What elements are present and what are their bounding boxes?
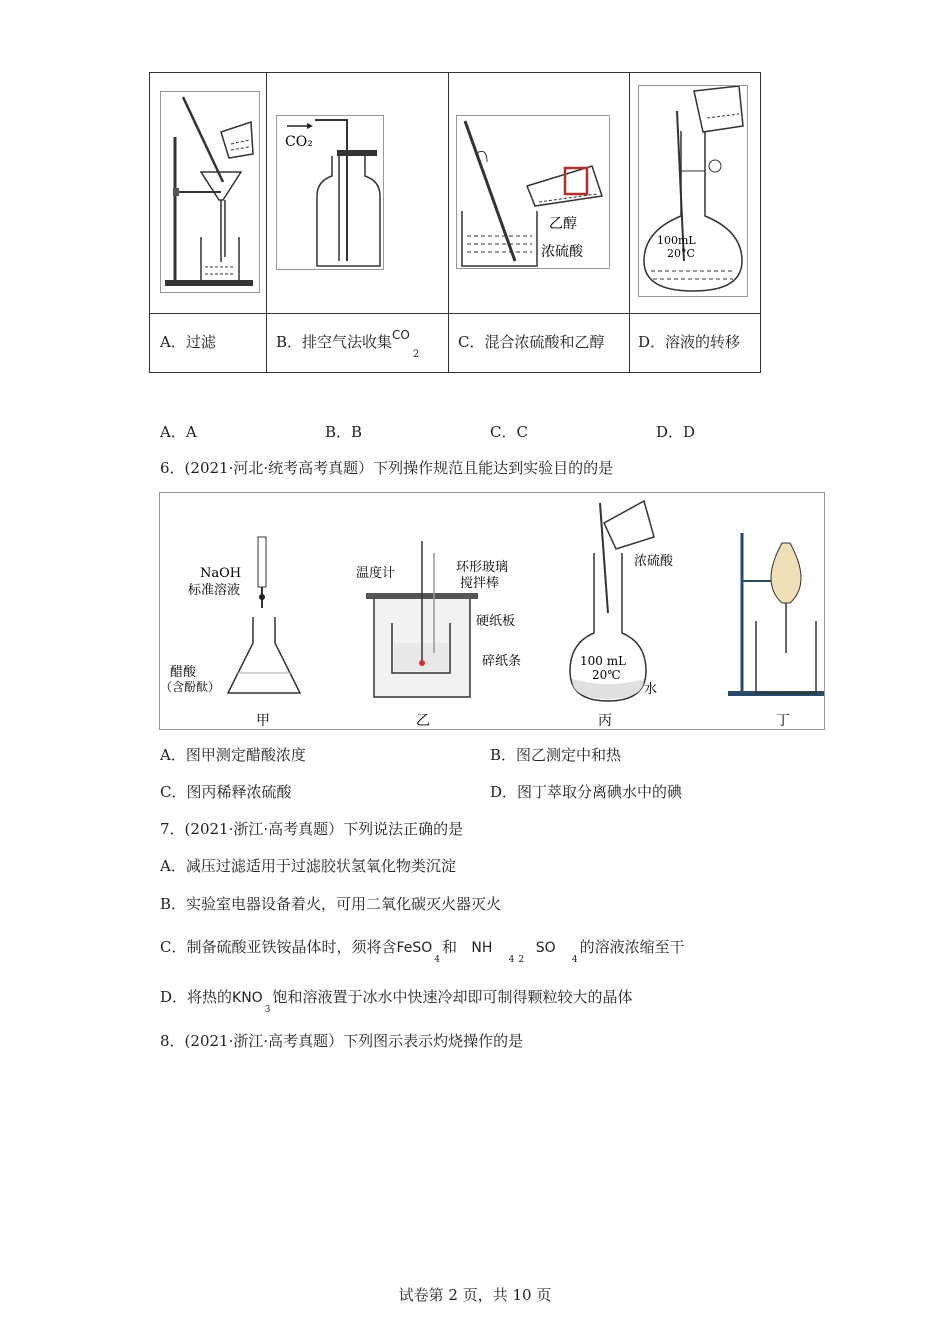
flask-20c-label: 20℃: [592, 668, 621, 682]
kno3-sub: 3: [264, 1005, 271, 1015]
flask-volume-label: 100mL: [657, 234, 696, 247]
q8-stem: 8．(2021·浙江·高考真题）下列图示表示灼烧操作的是: [160, 1032, 524, 1050]
q6-option-b[interactable]: B．图乙测定中和热: [490, 746, 622, 764]
q5-option-b[interactable]: B．B: [325, 423, 363, 441]
q5-option-d[interactable]: D．D: [656, 423, 696, 441]
thermometer-label: 温度计: [356, 566, 396, 581]
kno3-formula: KNO: [232, 990, 263, 1006]
stirrer-label-2: 搅拌棒: [460, 576, 500, 591]
table-divider: [448, 73, 449, 372]
q7-option-a[interactable]: A．减压过滤适用于过滤胶状氢氧化物类沉淀: [160, 857, 456, 875]
nh4-formula: NH: [471, 940, 493, 956]
q6-option-a[interactable]: A．图甲测定醋酸浓度: [160, 746, 306, 764]
acetic-acid-label: 醋酸: [170, 665, 197, 680]
caption-bing: 丙: [598, 713, 612, 729]
transfer-figure: [638, 85, 748, 297]
cardboard-label: 硬纸板: [476, 614, 516, 629]
co2-label: CO₂: [285, 134, 313, 150]
gas-collection-figure: [276, 115, 384, 270]
stirrer-label-1: 环形玻璃: [456, 560, 509, 575]
q5-option-a[interactable]: A．A: [160, 423, 197, 441]
caption-yi: 乙: [416, 713, 430, 729]
q5-figure-table: [149, 72, 761, 373]
q6-figure: [159, 492, 825, 730]
q7-c-tail: 的溶液浓缩至干: [579, 938, 685, 956]
so4-formula: SO: [535, 940, 556, 956]
table-divider: [150, 313, 760, 314]
q7-d-tail: 饱和溶液置于冰水中快速冷却即可制得颗粒较大的晶体: [272, 988, 633, 1006]
q6-option-d[interactable]: D．图丁萃取分离碘水中的碘: [490, 783, 683, 801]
mixing-figure: [456, 115, 610, 269]
conc-acid-label: 浓硫酸: [634, 554, 674, 569]
flask-100ml-label: 100 mL: [580, 654, 627, 668]
so4-sub: 4: [571, 955, 578, 965]
q7-d-text: D．将热的: [160, 988, 233, 1006]
filtration-figure: [160, 91, 260, 293]
q7-stem: 7．(2021·浙江·高考真题）下列说法正确的是: [160, 820, 464, 838]
option-d-label: D．溶液的转移: [638, 333, 741, 351]
option-c-label: C．混合浓硫酸和乙醇: [458, 333, 605, 351]
table-divider: [629, 73, 630, 372]
feso4-sub: 4: [434, 955, 441, 965]
co2-subscript: 2: [412, 349, 420, 360]
option-b-label: [276, 328, 420, 360]
page-footer: 试卷第 2 页，共 10 页: [398, 1286, 552, 1304]
nh4-count-sub: 2: [518, 955, 525, 965]
standard-solution-label: 标准溶液: [188, 583, 241, 598]
option-a-label: A．过滤: [160, 333, 216, 351]
q6-option-c[interactable]: C．图丙稀释浓硫酸: [160, 783, 292, 801]
nh4-sub: 4: [508, 955, 515, 965]
q7-c-text: C．制备硫酸亚铁铵晶体时，须将含: [160, 938, 397, 956]
ethanol-label: 乙醇: [549, 216, 577, 232]
water-label: 水: [644, 682, 658, 697]
table-divider: [266, 73, 267, 372]
q6-stem: 6．(2021·河北·统考高考真题）下列操作规范且能达到实验目的的是: [160, 459, 614, 477]
co2-formula: CO: [392, 328, 410, 342]
caption-jia: 甲: [256, 713, 270, 729]
q7-option-b[interactable]: B．实验室电器设备着火，可用二氧化碳灭火器灭火: [160, 895, 502, 913]
and-text: 和: [442, 938, 458, 956]
option-b-text: B．排空气法收集: [276, 333, 393, 351]
flask-temp-label: 20°C: [667, 247, 695, 260]
indicator-label: （含酚酞）: [160, 680, 221, 694]
caption-ding: 丁: [776, 713, 790, 729]
sulfuric-acid-label: 浓硫酸: [541, 244, 583, 260]
q7-option-c[interactable]: [160, 936, 685, 965]
naoh-label: NaOH: [200, 566, 242, 581]
q5-option-c[interactable]: C．C: [490, 423, 528, 441]
feso4-formula: FeSO: [396, 940, 433, 956]
q7-option-d[interactable]: [160, 986, 633, 1015]
shredded-paper-label: 碎纸条: [482, 654, 522, 669]
